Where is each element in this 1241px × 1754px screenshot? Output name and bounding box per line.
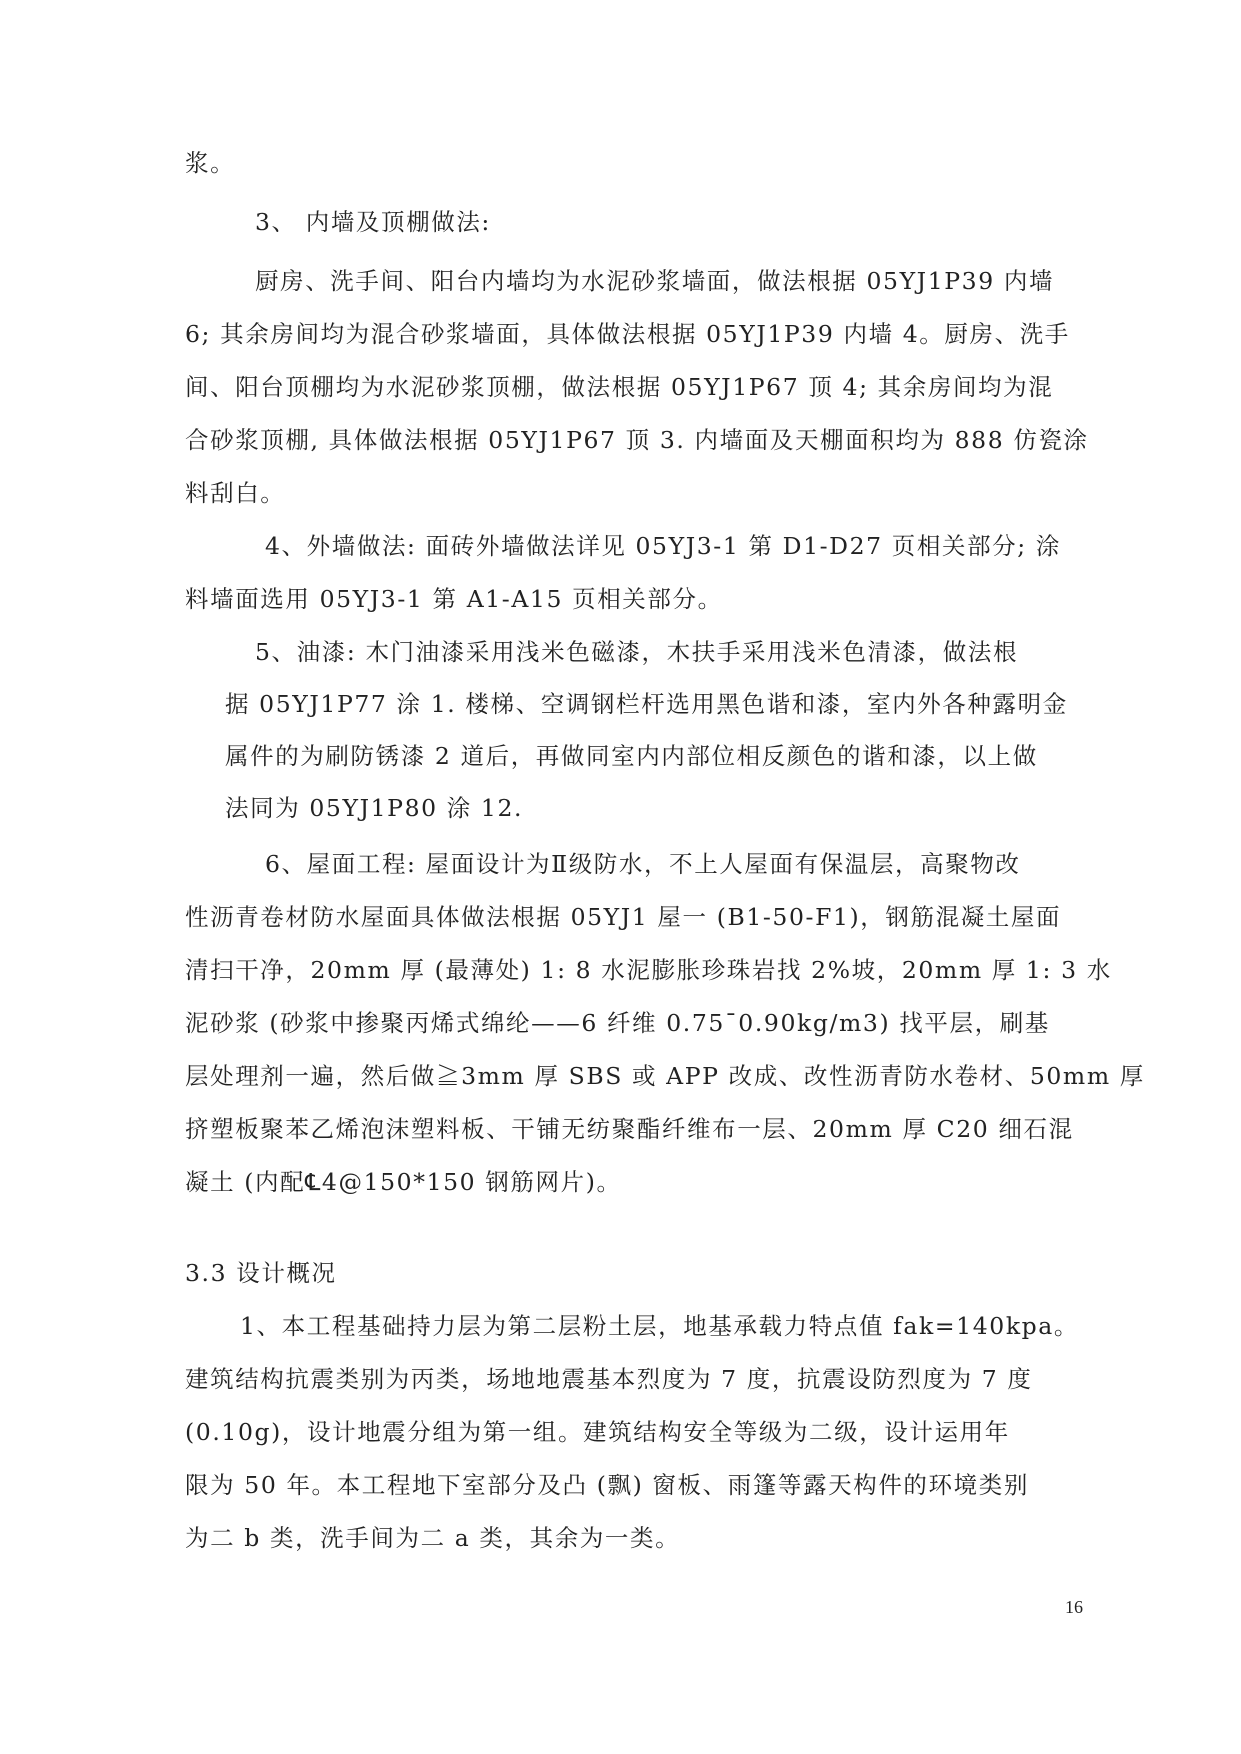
text-line: 5、油漆: 木门油漆采用浅米色磁漆，木扶手采用浅米色清漆，做法根 [255, 638, 1019, 666]
text-line: 料刮白。 [185, 479, 286, 507]
text-line: 限为 50 年。本工程地下室部分及凸 (飘) 窗板、雨篷等露天构件的环境类别 [185, 1471, 1029, 1499]
text-line: 合砂浆顶棚, 具体做法根据 05YJ1P67 顶 3. 内墙面及天棚面积均为 888 仿瓷涂 [185, 426, 1089, 454]
text-line: 间、阳台顶棚均为水泥砂浆顶棚，做法根据 05YJ1P67 顶 4; 其余房间均为混 [185, 373, 1054, 401]
text-line: 据 05YJ1P77 涂 1. 楼梯、空调钢栏杆选用黑色谐和漆，室内外各种露明金 [225, 690, 1068, 718]
text-line: 料墙面选用 05YJ3-1 第 A1-A15 页相关部分。 [185, 585, 723, 613]
text-line: 建筑结构抗震类别为丙类，场地地震基本烈度为 7 度，抗震设防烈度为 7 度 [185, 1365, 1033, 1393]
text-line: 6; 其余房间均为混合砂浆墙面，具体做法根据 05YJ1P39 内墙 4。厨房、洗手 [185, 320, 1070, 348]
text-line: 层处理剂一遍，然后做≧3mm 厚 SBS 或 APP 改成、改性沥青防水卷材、50mm 厚 [185, 1062, 1145, 1090]
text-line: 为二 b 类，洗手间为二 a 类，其余为一类。 [185, 1524, 681, 1552]
section-heading: 3.3 设计概况 [185, 1259, 337, 1287]
text-line: 6、屋面工程: 屋面设计为Ⅱ级防水，不上人屋面有保温层，高聚物改 [265, 850, 1021, 878]
text-line: 法同为 05YJ1P80 涂 12. [225, 794, 524, 822]
text-line: 泥砂浆 (砂浆中掺聚丙烯式绵纶——6 纤维 0.75¯0.90kg/m3) 找平层，刷基 [185, 1009, 1050, 1037]
text-line: 清扫干净，20mm 厚 (最薄处) 1: 8 水泥膨胀珍珠岩找 2%坡，20mm 厚 1: 3 水 [185, 956, 1112, 984]
section-heading: 3、 内墙及顶棚做法: [255, 208, 491, 236]
text-line: (0.10g)，设计地震分组为第一组。建筑结构安全等级为二级，设计运用年 [185, 1418, 1010, 1446]
text-line: 1、本工程基础持力层为第二层粉土层，地基承载力特点值 fak=140kpa。 [240, 1312, 1080, 1340]
text-line: 属件的为刷防锈漆 2 道后，再做同室内内部位相反颜色的谐和漆，以上做 [225, 742, 1038, 770]
text-line: 4、外墙做法: 面砖外墙做法详见 05YJ3-1 第 D1-D27 页相关部分; 涂 [265, 532, 1061, 560]
text-line: 性沥青卷材防水屋面具体做法根据 05YJ1 屋一 (B1-50-F1)，钢筋混凝土屋面 [185, 903, 1062, 931]
text-line: 凝土 (内配℄4@150*150 钢筋网片)。 [185, 1168, 622, 1196]
text-line: 浆。 [185, 149, 236, 177]
text-line: 厨房、洗手间、阳台内墙均为水泥砂浆墙面，做法根据 05YJ1P39 内墙 [255, 267, 1055, 295]
page-number: 16 [1065, 1597, 1083, 1617]
text-line: 挤塑板聚苯乙烯泡沫塑料板、干铺无纺聚酯纤维布一层、20mm 厚 C20 细石混 [185, 1115, 1074, 1143]
